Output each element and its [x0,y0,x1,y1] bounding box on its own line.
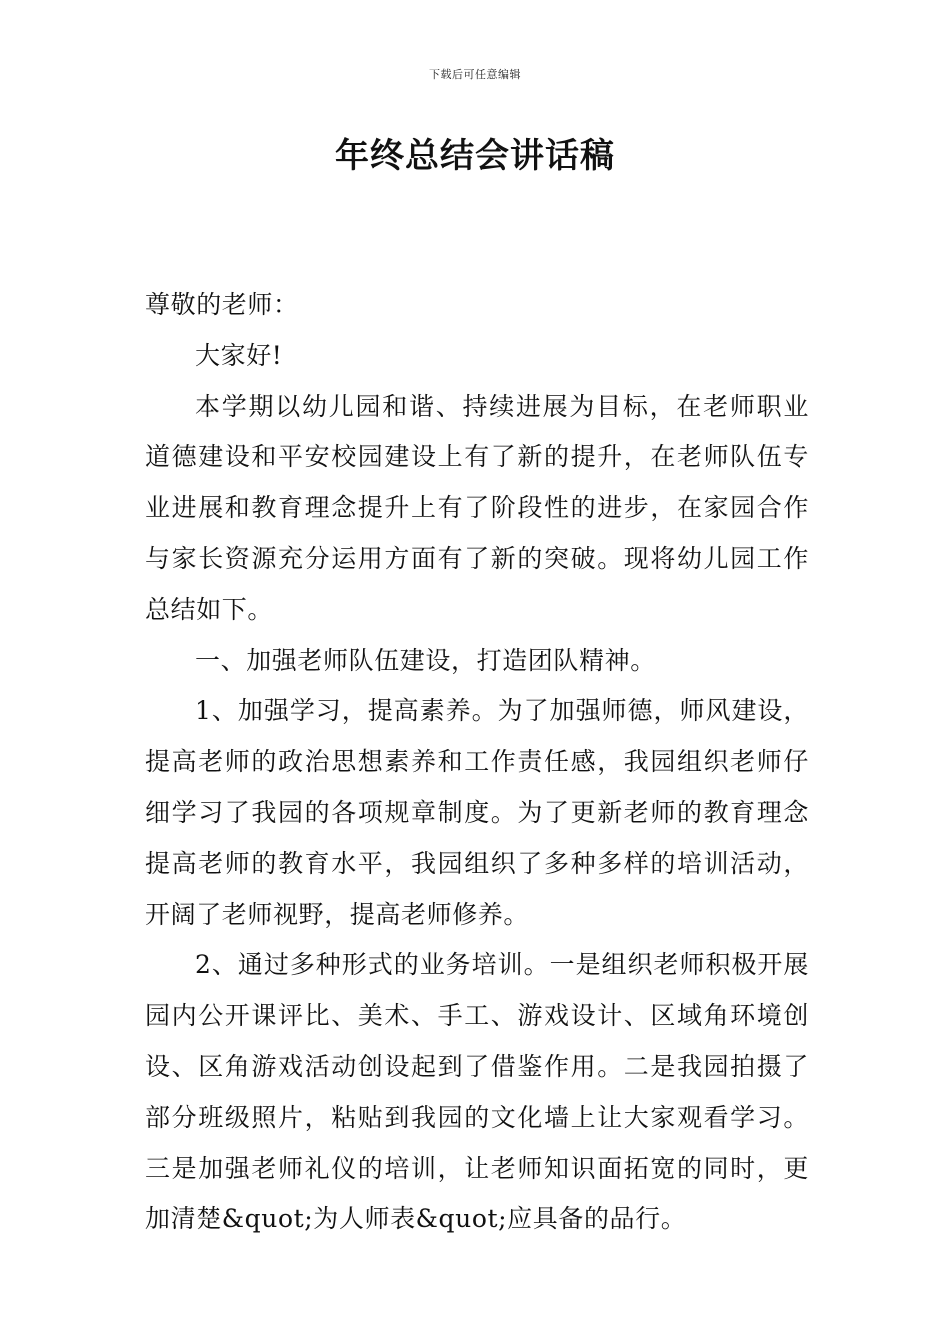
header-note: 下载后可任意编辑 [429,68,521,81]
salutation: 尊敬的老师： [145,290,299,319]
document-body [145,280,809,1245]
document-title: 年终总结会讲话稿 [335,136,615,176]
section-heading-1: 一、加强老师队伍建设，打造团队精神。 [195,645,656,675]
greeting: 大家好! [195,340,283,370]
paragraph-item-1: 1、加强学习，提高素养。为了加强师德，师风建设，提高老师的政治思想素养和工作责任感，我园组织老师仔细学习了我园的各项规章制度。为了更新老师的教育理念提高老师的教育水平，我园组织了多种多样的培训活动，开阔了老师视野，提高老师修养。 [145,696,809,929]
paragraph-intro: 本学期以幼儿园和谐、持续进展为目标，在老师职业道德建设和平安校园建设上有了新的提升，在老师队伍专业进展和教育理念提升上有了阶段性的进步，在家园合作与家长资源充分运用方面有了新的突破。现将幼儿园工作总结如下。 [145,391,809,624]
paragraph-item-2: 2、通过多种形式的业务培训。一是组织老师积极开展园内公开课评比、美术、手工、游戏设计、区域角环境创设、区角游戏活动创设起到了借鉴作用。二是我园拍摄了部分班级照片，粘贴到我园的文化墙上让大家观看学习。三是加强老师礼仪的培训，让老师知识面拓宽的同时，更加清楚&quot;为人师表&quot;应具备的品行。 [145,950,809,1234]
